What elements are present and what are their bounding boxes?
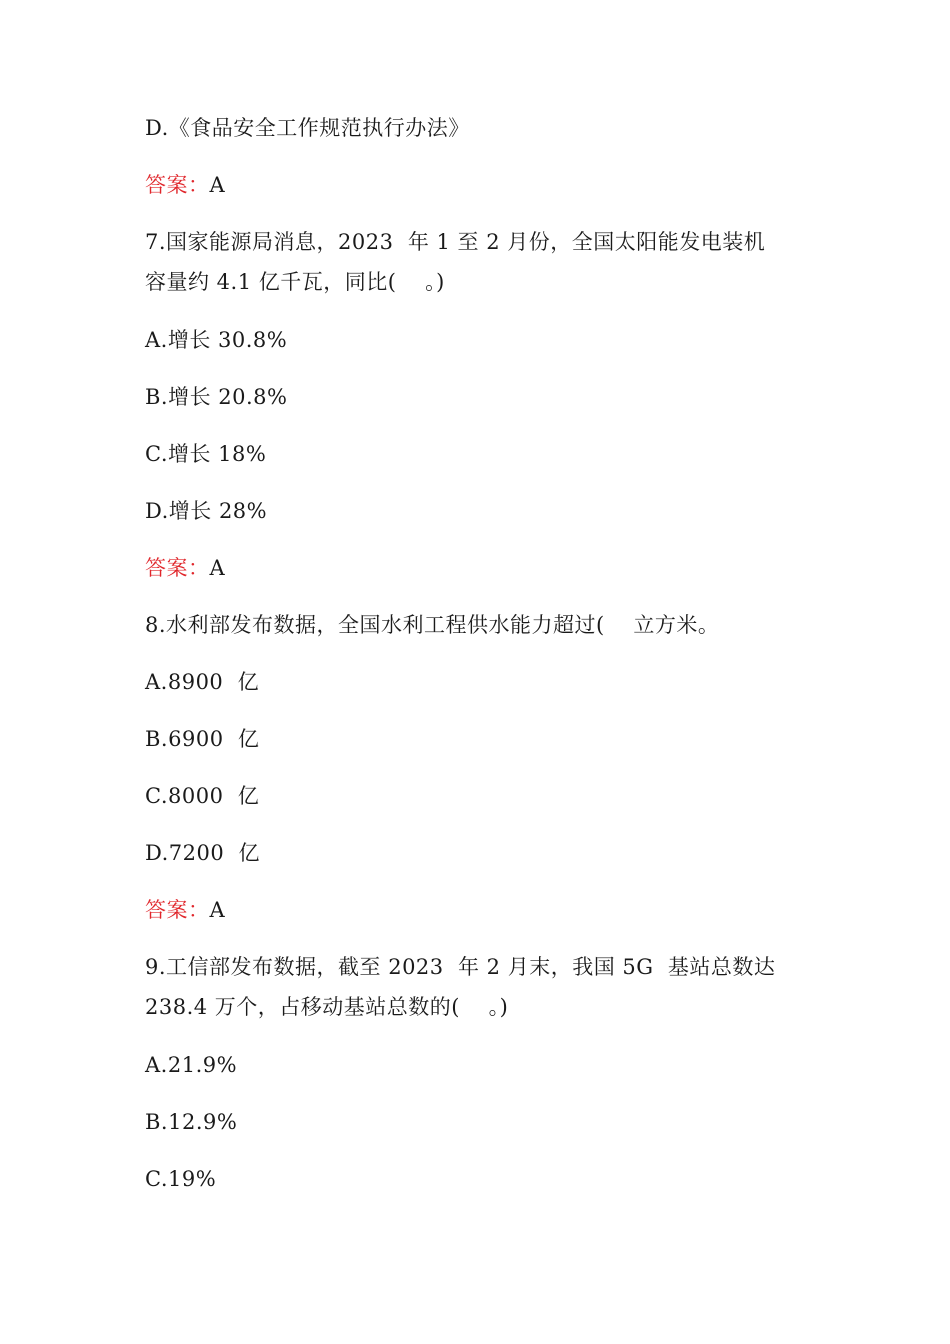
question-7-line-2: 容量约 4.1 亿千瓦，同比( 。) [145,270,445,294]
question-8-line-1: 8.水利部发布数据，全国水利工程供水能力超过( 立方米。 [145,613,720,637]
q9-option-a: A.21.9% [145,1053,238,1077]
answer-label: 答案： [145,173,210,197]
q9-option-c: C.19% [145,1167,217,1191]
q8-option-a: A.8900 亿 [145,670,260,694]
q8-option-d: D.7200 亿 [145,841,261,865]
question-7-line-1: 7.国家能源局消息，2023 年 1 至 2 月份，全国太阳能发电装机 [145,230,766,254]
answer-value: A [209,173,226,197]
answer-label: 答案： [145,898,210,922]
answer-line-prev [145,171,225,199]
q8-answer-line [145,896,225,924]
q7-answer-line [145,554,225,582]
answer-value: A [209,556,226,580]
q7-option-d: D.增长 28% [145,499,268,523]
q8-option-c: C.8000 亿 [145,784,260,808]
answer-value: A [209,898,226,922]
question-9-line-2: 238.4 万个，占移动基站总数的( 。) [145,995,509,1019]
q7-option-b: B.增长 20.8% [145,385,288,409]
option-d-prev: D.《食品安全工作规范执行办法》 [145,116,470,140]
q7-option-a: A.增长 30.8% [145,328,288,352]
q7-option-c: C.增长 18% [145,442,267,466]
q8-option-b: B.6900 亿 [145,727,260,751]
answer-label: 答案： [145,556,210,580]
q9-option-b: B.12.9% [145,1110,238,1134]
question-9-line-1: 9.工信部发布数据，截至 2023 年 2 月末，我国 5G 基站总数达 [145,955,776,979]
